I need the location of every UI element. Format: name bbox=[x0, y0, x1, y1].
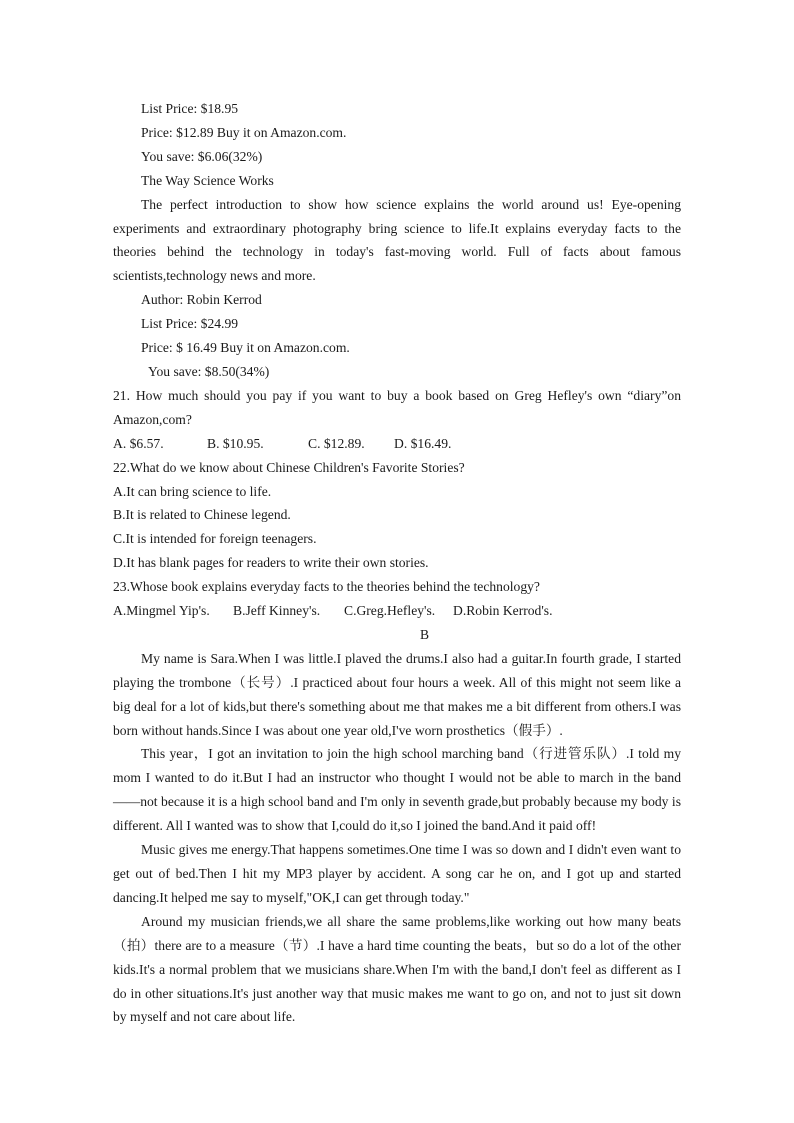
option-c: C.It is intended for foreign teenagers. bbox=[113, 531, 317, 547]
book-title: The Way Science Works bbox=[141, 172, 274, 188]
section-heading: B bbox=[419, 626, 430, 642]
option-b: B. $10.95. bbox=[207, 435, 264, 451]
book-description: The perfect introduction to show how science explains the world around us! Eye-opening experiments and extraordinary photography bring science to life.It explains everyday facts to the theories behind the technology in today's fast-moving world. Full of facts about famous scientists,technology news and more. bbox=[113, 196, 681, 284]
question-23-stem: 23.Whose book explains everyday facts to the theories behind the technology? bbox=[113, 579, 540, 595]
question-21-options bbox=[113, 432, 681, 456]
question-23-options bbox=[113, 599, 681, 623]
option-d: D.It has blank pages for readers to write their own stories. bbox=[113, 555, 429, 571]
option-a: A.It can bring science to life. bbox=[113, 483, 272, 499]
option-c: C.Greg.Hefley's. bbox=[344, 603, 436, 619]
you-save-line: You save: $6.06(32%) bbox=[141, 148, 263, 164]
you-save-line: You save: $8.50(34%) bbox=[148, 363, 270, 379]
author-line: Author: Robin Kerrod bbox=[141, 292, 262, 308]
question-21-stem: 21. How much should you pay if you want to buy a book based on Greg Hefley's own “diary”on Amazon,com? bbox=[113, 387, 681, 427]
option-d: D.Robin Kerrod's. bbox=[453, 603, 553, 619]
passage-paragraph: Music gives me energy.That happens sometimes.One time I was so down and I didn't even want to get out of bed.Then I hit my MP3 player by accident. A song car he on, and I got up and started dancing.It helped me say to myself,"OK,I can get through today." bbox=[113, 842, 681, 905]
option-c: C. $12.89. bbox=[308, 435, 365, 451]
passage-paragraph: Around my musician friends,we all share the same problems,like working out how many beats（拍）there are to a measure（节）.I have a hard time counting the beats，but so do a lot of the other kids.It's a normal problem that we musicians share.When I'm with the band,I don't feel as different as I do in other situations.It's just another way that music makes me want to go on, and not to just sit down by myself and not care about life. bbox=[113, 913, 681, 1025]
passage-paragraph: My name is Sara.When I was little.I plaved the drums.I also had a guitar.In fourth grade, I started playing the trombone（长号）.I practiced about four hours a week. All of this might not seem like a big deal for a lot of kids,but there's something about me that makes me a bit different from others.I was born without hands.Since I was about one year old,I've worn prosthetics（假手）. bbox=[113, 650, 681, 738]
option-b: B.It is related to Chinese legend. bbox=[113, 507, 291, 523]
list-price-line: List Price: $18.95 bbox=[141, 101, 239, 116]
price-line: Price: $ 16.49 Buy it on Amazon.com. bbox=[141, 340, 350, 356]
price-line: Price: $12.89 Buy it on Amazon.com. bbox=[141, 124, 347, 140]
question-22-stem: 22.What do we know about Chinese Children's Favorite Stories? bbox=[113, 459, 465, 475]
option-d: D. $16.49. bbox=[394, 435, 452, 451]
document-page bbox=[113, 97, 681, 1029]
option-a: A.Mingmel Yip's. bbox=[113, 603, 210, 619]
passage-paragraph: This year，I got an invitation to join the high school marching band（行进管乐队）.I told my mom I wanted to do it.But I had an instructor who thought I would not be able to march in the band——not because it is a high school band and I'm only in seventh grade,but probably because my body is different. All I wanted was to show that I,could do it,so I joined the band.And it paid off! bbox=[113, 746, 681, 834]
list-price-line: List Price: $24.99 bbox=[141, 316, 239, 332]
option-b: B.Jeff Kinney's. bbox=[233, 603, 321, 619]
option-a: A. $6.57. bbox=[113, 435, 164, 451]
